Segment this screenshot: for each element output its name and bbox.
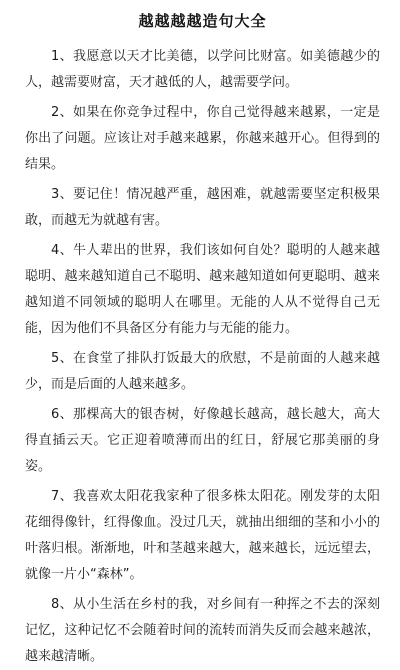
paragraph-6: 6、那棵高大的银杏树，好像越长越高，越长越大，高大得直插云天。它正迎着喷薄而出的红日，舒展它那美丽的身姿。 xyxy=(25,407,380,474)
paragraph-2: 2、如果在你竞争过程中，你自己觉得越来越累，一定是你出了问题。应该让对手越来越累，你越来越开心。但得到的结果。 xyxy=(25,105,380,172)
paragraph-7: 7、我喜欢太阳花我家种了很多株太阳花。刚发芽的太阳花细得像针，红得像血。没过几天，就抽出细细的茎和小小的叶落归根。渐渐地，叶和茎越来越大，越来越长，远远望去，就像一片小“森林”。 xyxy=(25,489,380,582)
paragraph-3: 3、要记住！情况越严重，越困难，就越需要坚定积极果敢，而越无为就越有害。 xyxy=(25,187,380,228)
document-title: 越越越越造句大全 xyxy=(138,12,267,30)
paragraph-1: 1、我愿意以天才比美德，以学问比财富。如美德越少的人，越需要财富，天才越低的人，越需要学问。 xyxy=(25,49,380,90)
paragraph-4: 4、牛人辈出的世界，我们该如何自处？聪明的人越来越聪明、越来越知道自己不聪明、越来越知道如何更聪明、越来越知道不同领域的聪明人在哪里。无能的人从不觉得自己无能，因为他们不具备区分有能力与无能的能力。 xyxy=(25,243,380,336)
paragraph-5: 5、在食堂了排队打饭最大的欣慰，不是前面的人越来越少，而是后面的人越来越多。 xyxy=(25,351,380,392)
paragraph-8: 8、从小生活在乡村的我，对乡间有一种挥之不去的深刻记忆，这种记忆不会随着时间的流转而消失反而会越来越浓，越来越清晰。 xyxy=(25,597,380,664)
